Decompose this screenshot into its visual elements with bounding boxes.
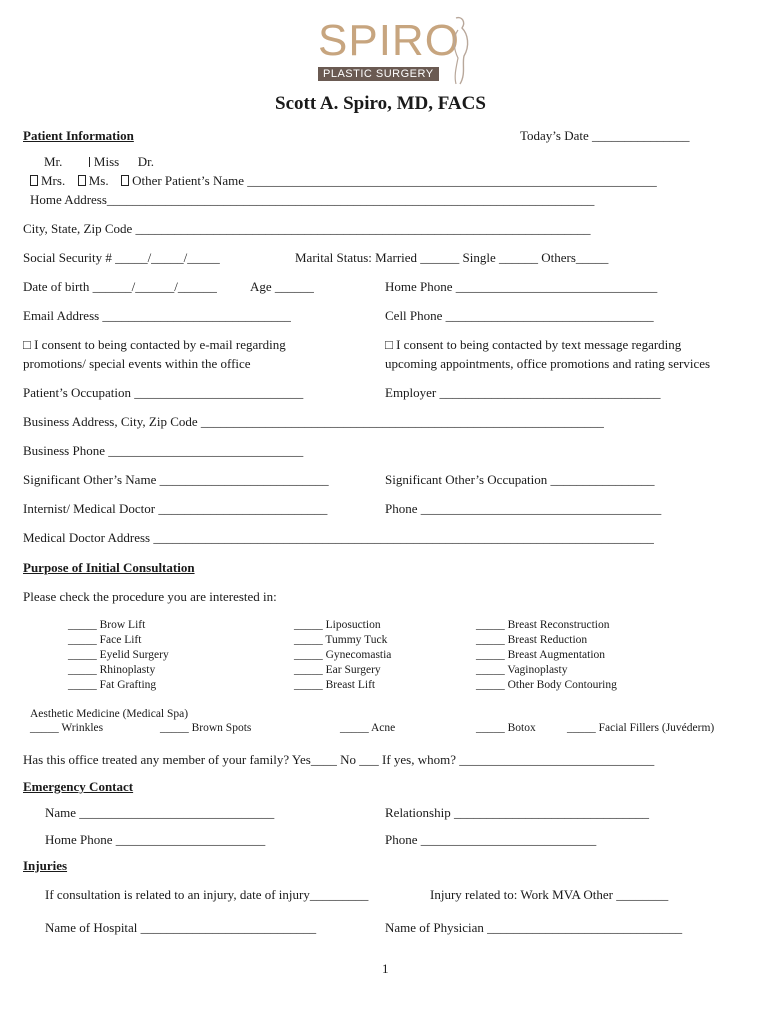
todays-date-field[interactable]: Today’s Date _______________ — [520, 128, 690, 143]
procedure-option[interactable]: _____ Breast Lift — [294, 679, 376, 691]
occupation-field[interactable]: Patient’s Occupation __________________________ — [23, 385, 304, 400]
page-title: Scott A. Spiro, MD, FACS — [275, 93, 486, 114]
procedure-option[interactable]: _____ Breast Augmentation — [476, 649, 606, 661]
business-address-field[interactable]: Business Address, City, Zip Code ______________________________________________________________ — [23, 414, 604, 429]
checkbox-miss[interactable] — [89, 157, 90, 167]
procedure-option[interactable]: _____ Liposuction — [294, 619, 381, 631]
procedure-option[interactable]: _____ Gynecomastia — [294, 649, 392, 661]
checkbox-other-name[interactable] — [121, 175, 129, 186]
procedure-option[interactable]: _____ Ear Surgery — [294, 664, 381, 676]
age-field[interactable]: Age ______ — [250, 279, 314, 294]
business-phone-field[interactable]: Business Phone ______________________________ — [23, 443, 304, 458]
marital-status-field[interactable]: Marital Status: Married ______ Single ______ Others_____ — [295, 250, 609, 265]
section-heading-injuries: Injuries — [23, 858, 68, 873]
injury-date-field[interactable]: If consultation is related to an injury, date of injury_________ — [45, 887, 369, 902]
checkbox-ms[interactable] — [78, 175, 86, 186]
home-address-field[interactable]: Home Address___________________________________________________________________________ — [30, 192, 595, 207]
procedure-option[interactable]: _____ Vaginoplasty — [476, 664, 568, 676]
procedure-option[interactable]: _____ Breast Reduction — [476, 634, 588, 646]
title-miss[interactable]: Miss — [93, 154, 120, 169]
procedure-option[interactable]: _____ Rhinoplasty — [68, 664, 156, 676]
option-botox[interactable]: _____ Botox — [476, 722, 536, 734]
figure-silhouette-icon — [446, 16, 472, 86]
title-ms: Ms. — [88, 173, 109, 188]
cell-phone-field[interactable]: Cell Phone ________________________________ — [385, 308, 654, 323]
medical-doctor-address-field[interactable]: Medical Doctor Address _____________________________________________________________________________ — [23, 530, 654, 545]
email-field[interactable]: Email Address _____________________________ — [23, 308, 291, 323]
procedure-option[interactable]: _____ Fat Grafting — [68, 679, 157, 691]
procedure-option[interactable]: _____ Other Body Contouring — [476, 679, 617, 691]
consent-email-checkbox[interactable]: □ I consent to being contacted by e-mail regarding — [23, 337, 286, 352]
consultation-prompt: Please check the procedure you are interested in: — [23, 589, 277, 604]
home-phone-field[interactable]: Home Phone _______________________________ — [385, 279, 658, 294]
other-patient-name-field[interactable]: Other Patient’s Name _______________________________________________________________ — [132, 173, 657, 188]
logo — [318, 16, 468, 88]
procedure-option[interactable]: _____ Face Lift — [68, 634, 142, 646]
hospital-name-field[interactable]: Name of Hospital ___________________________ — [45, 920, 317, 935]
injury-related-to-field[interactable]: Injury related to: Work MVA Other ________ — [430, 887, 669, 902]
procedure-option[interactable]: _____ Breast Reconstruction — [476, 619, 610, 631]
city-state-zip-field[interactable]: City, State, Zip Code ______________________________________________________________________ — [23, 221, 591, 236]
significant-other-name-field[interactable]: Significant Other’s Name __________________________ — [23, 472, 329, 487]
option-facial-fillers[interactable]: _____ Facial Fillers (Juvéderm) — [567, 722, 715, 734]
logo-wordmark: SPIRO — [318, 16, 460, 65]
employer-field[interactable]: Employer __________________________________ — [385, 385, 661, 400]
page-number: 1 — [382, 961, 389, 976]
procedure-option[interactable]: _____ Eyelid Surgery — [68, 649, 169, 661]
family-treated-question[interactable]: Has this office treated any member of your family? Yes____ No ___ If yes, whom? ______________________________ — [23, 752, 655, 767]
emergency-phone-field[interactable]: Phone ___________________________ — [385, 832, 597, 847]
checkbox-mrs[interactable] — [30, 175, 38, 186]
logo-tagline: PLASTIC SURGERY — [318, 67, 439, 81]
option-acne[interactable]: _____ Acne — [340, 722, 396, 734]
section-heading-patient-information: Patient Information — [23, 128, 134, 143]
section-heading-consultation: Purpose of Initial Consultation — [23, 560, 195, 575]
procedure-column-1 — [68, 618, 169, 693]
title-options-row-1 — [44, 154, 154, 170]
internist-field[interactable]: Internist/ Medical Doctor __________________________ — [23, 501, 328, 516]
procedure-option[interactable]: _____ Tummy Tuck — [294, 634, 388, 646]
dob-field[interactable]: Date of birth ______/______/______ — [23, 279, 217, 294]
consent-email-text-line2: promotions/ special events within the office — [23, 356, 251, 371]
option-wrinkles[interactable]: _____ Wrinkles — [30, 722, 104, 734]
procedure-column-2 — [294, 618, 391, 693]
procedure-column-3 — [476, 618, 617, 693]
physician-name-field[interactable]: Name of Physician ______________________________ — [385, 920, 683, 935]
option-brown-spots[interactable]: _____ Brown Spots — [160, 722, 252, 734]
emergency-name-field[interactable]: Name ______________________________ — [45, 805, 275, 820]
consent-text-checkbox[interactable]: □ I consent to being contacted by text message regarding — [385, 337, 682, 352]
consent-text-line2: upcoming appointments, office promotions and rating services — [385, 356, 711, 371]
aesthetic-medicine-label: Aesthetic Medicine (Medical Spa) — [30, 708, 189, 720]
title-mrs: Mrs. — [41, 173, 66, 188]
title-dr[interactable]: Dr. — [137, 154, 154, 169]
procedure-option[interactable]: _____ Brow Lift — [68, 619, 146, 631]
ssn-field[interactable]: Social Security # _____/_____/_____ — [23, 250, 220, 265]
title-mr[interactable]: Mr. — [44, 154, 63, 169]
emergency-home-phone-field[interactable]: Home Phone _______________________ — [45, 832, 266, 847]
title-options-row-2 — [30, 173, 657, 189]
emergency-relationship-field[interactable]: Relationship ______________________________ — [385, 805, 649, 820]
internist-phone-field[interactable]: Phone _____________________________________ — [385, 501, 662, 516]
section-heading-emergency-contact: Emergency Contact — [23, 779, 134, 794]
significant-other-occupation-field[interactable]: Significant Other’s Occupation ________________ — [385, 472, 655, 487]
